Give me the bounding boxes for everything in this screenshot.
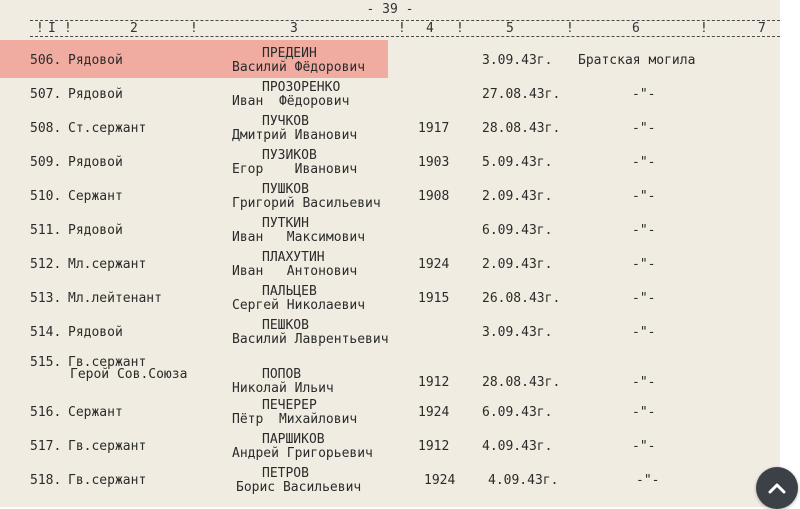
burial-place: -"-: [632, 189, 656, 204]
birth-year: 1917: [418, 121, 450, 136]
surname: ПУТКИН: [262, 216, 309, 231]
rank: Рядовой: [68, 223, 123, 238]
given-names: Андрей Григорьевич: [232, 446, 373, 461]
given-names: Егор Иванович: [232, 162, 358, 177]
rank: Гв.сержант: [68, 439, 147, 454]
death-date: 5.09.43г.: [482, 155, 553, 170]
death-date: 26.08.43г.: [482, 291, 561, 306]
birth-year: 1915: [418, 291, 450, 306]
table-row: [0, 112, 780, 146]
death-date: 2.09.43г.: [482, 189, 553, 204]
burial-place: -"-: [632, 121, 656, 136]
burial-place: -"-: [632, 223, 656, 238]
honorific: Герой Сов.Союза: [70, 367, 188, 382]
burial-place: Братская могила: [578, 53, 696, 68]
rank: Гв.сержант: [68, 355, 147, 370]
death-date: 3.09.43г.: [482, 325, 553, 340]
burial-place: -"-: [632, 257, 656, 272]
column-header-4: 4: [426, 21, 434, 36]
table-row: [0, 430, 780, 464]
column-header-1: I: [48, 21, 56, 36]
rank: Сержант: [68, 189, 123, 204]
column-separator: !: [64, 21, 72, 36]
rank: Рядовой: [68, 325, 123, 340]
column-separator: !: [566, 21, 574, 36]
entry-number: 513.: [30, 291, 62, 306]
burial-place: -"-: [632, 405, 656, 420]
entry-number: 517.: [30, 439, 62, 454]
given-names: Иван Фёдорович: [232, 94, 350, 109]
burial-place: -"-: [632, 375, 656, 390]
entry-number: 511.: [30, 223, 62, 238]
birth-year: 1912: [418, 439, 450, 454]
birth-year: 1908: [418, 189, 450, 204]
table-row: [0, 282, 780, 316]
death-date: 2.09.43г.: [482, 257, 553, 272]
entry-number: 509.: [30, 155, 62, 170]
column-separator: !: [190, 21, 198, 36]
rank: Рядовой: [68, 53, 123, 68]
entry-number: 516.: [30, 405, 62, 420]
death-date: 6.09.43г.: [482, 223, 553, 238]
entry-number: 515.: [30, 355, 62, 370]
death-date: 4.09.43г.: [482, 439, 553, 454]
given-names: Сергей Николаевич: [232, 298, 366, 313]
header-rule-bottom: [30, 36, 780, 37]
column-separator: !: [456, 21, 464, 36]
surname: ПУЗИКОВ: [262, 148, 317, 163]
column-separator: !: [398, 21, 406, 36]
surname: ПАЛЬЦЕВ: [262, 284, 317, 299]
table-row: [0, 464, 780, 498]
death-date: 28.08.43г.: [482, 375, 561, 390]
column-header-6: 6: [632, 21, 640, 36]
death-date: 28.08.43г.: [482, 121, 561, 136]
entry-number: 514.: [30, 325, 62, 340]
burial-place: -"-: [632, 291, 656, 306]
given-names: Григорий Васильевич: [232, 196, 381, 211]
entry-number: 512.: [30, 257, 62, 272]
birth-year: 1924: [418, 405, 450, 420]
surname: ПРЕДЕИН: [262, 46, 317, 61]
table-row: [0, 316, 780, 350]
death-date: 3.09.43г.: [482, 53, 553, 68]
birth-year: 1924: [418, 257, 450, 272]
entry-number: 506.: [30, 53, 62, 68]
given-names: Василий Лаврентьевич: [232, 332, 389, 347]
given-names: Иван Максимович: [232, 230, 366, 245]
rank: Рядовой: [68, 87, 123, 102]
rank: Рядовой: [68, 155, 123, 170]
entry-number: 507.: [30, 87, 62, 102]
birth-year: 1903: [418, 155, 450, 170]
column-header-2: 2: [130, 21, 138, 36]
surname: ПЕЧЕРЕР: [262, 398, 317, 413]
given-names: Пётр Михайлович: [232, 412, 358, 427]
birth-year: 1924: [424, 473, 456, 488]
entry-number: 510.: [30, 189, 62, 204]
surname: ПЕТРОВ: [262, 466, 309, 481]
column-header-5: 5: [506, 21, 514, 36]
table-row: [0, 44, 780, 78]
surname: ПЕШКОВ: [262, 318, 309, 333]
table-row: [0, 396, 780, 430]
rank: Гв.сержант: [68, 473, 147, 488]
viewport-margin: [780, 0, 800, 507]
table-row: [0, 248, 780, 282]
chevron-up-icon: [768, 482, 786, 494]
surname: ПЛАХУТИН: [262, 250, 325, 265]
given-names: Дмитрий Иванович: [232, 128, 358, 143]
table-row: [0, 180, 780, 214]
given-names: Иван Антонович: [232, 264, 358, 279]
death-date: 27.08.43г.: [482, 87, 561, 102]
burial-place: -"-: [632, 87, 656, 102]
burial-place: -"-: [632, 325, 656, 340]
death-date: 6.09.43г.: [482, 405, 553, 420]
column-separator: !: [700, 21, 708, 36]
table-row: [0, 146, 780, 180]
scroll-to-top-button[interactable]: [756, 467, 798, 509]
burial-place: -"-: [632, 155, 656, 170]
column-header-3: 3: [290, 21, 298, 36]
rank: Сержант: [68, 405, 123, 420]
death-date: 4.09.43г.: [488, 473, 559, 488]
surname: ПУШКОВ: [262, 182, 309, 197]
burial-place: -"-: [632, 439, 656, 454]
burial-place: -"-: [636, 473, 660, 488]
column-header-7: 7: [758, 21, 766, 36]
column-separator: !: [36, 21, 44, 36]
entry-number: 508.: [30, 121, 62, 136]
rank: Мл.лейтенант: [68, 291, 162, 306]
surname: ПОПОВ: [262, 367, 302, 382]
rank: Ст.сержант: [68, 121, 147, 136]
table-row: [0, 78, 780, 112]
page-number: - 39 -: [366, 2, 414, 17]
entry-number: 518.: [30, 473, 62, 488]
birth-year: 1912: [418, 375, 450, 390]
given-names: Василий Фёдорович: [232, 60, 366, 75]
surname: ПРОЗОРЕНКО: [262, 80, 341, 95]
rank: Мл.сержант: [68, 257, 147, 272]
given-names: Николай Ильич: [232, 381, 334, 396]
given-names: Борис Васильевич: [236, 480, 362, 495]
surname: ПАРШИКОВ: [262, 432, 325, 447]
table-row: [0, 214, 780, 248]
table-row: [0, 350, 780, 396]
surname: ПУЧКОВ: [262, 114, 309, 129]
